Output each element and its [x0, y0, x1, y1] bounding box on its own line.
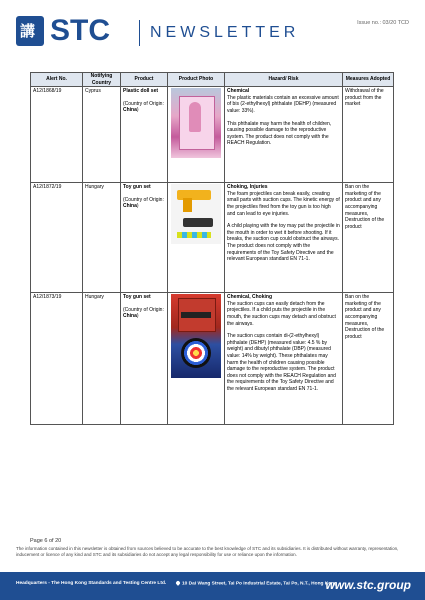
hazard-title: Chemical, Choking	[227, 294, 273, 301]
alert-no: A12/1868/19	[31, 87, 83, 183]
alerts-table	[30, 72, 394, 425]
product-photo-cell	[168, 87, 225, 183]
product-name: Toy gun set	[123, 294, 151, 301]
product-name: Plastic doll set	[123, 88, 159, 95]
header-alert-no: Alert No.	[31, 73, 83, 87]
product-cell	[121, 87, 168, 183]
website-link[interactable]: www.stc.group	[325, 578, 411, 592]
page-number: Page 6 of 20	[30, 538, 62, 544]
logo-glyph: 講	[20, 23, 36, 40]
hazard-paragraph: The foam projectiles can break easily, creating small parts with suction cups. The kinetic energy of the projectiles fired from the toy gun is too high and can lead to eye injuries.	[227, 190, 340, 217]
origin-suffix: )	[136, 203, 139, 210]
address	[176, 581, 337, 586]
product-photo-toy-gun-dartboard	[171, 294, 221, 378]
header-divider	[139, 20, 140, 46]
headquarters: Headquarters - The Hong Kong Standards and Testing Centre Ltd.	[16, 581, 167, 586]
measures-adopted: Ban on the marketing of the product and any accompanying measures, Destruction of the product	[343, 293, 394, 425]
hazard-paragraph: A child playing with the toy may put the projectile in the mouth in order to wet it before shooting. If it breaks, the suction cup could obstruct the airways. The product does not comply with the requirements of the Toy Safety Directive and the relevant European standard EN 71-1.	[227, 223, 340, 263]
stc-logo-text: STC	[50, 14, 110, 47]
product-cell	[121, 183, 168, 293]
origin-country: China	[123, 313, 137, 320]
header-country: Notifying Country	[83, 73, 121, 87]
origin-suffix: )	[136, 107, 139, 114]
hazard-paragraph: The plastic materials contain an excessive amount of bis (2-ethylhexyl) phthalate (DEHP) (measured value: 33%).	[227, 94, 339, 114]
notifying-country: Hungary	[83, 183, 121, 293]
header-hazard: Hazard/ Risk	[225, 73, 343, 87]
header-measures: Measures Adopted	[343, 73, 394, 87]
stc-logo-icon	[16, 16, 44, 46]
hazard-cell	[225, 87, 343, 183]
origin-country: China	[123, 107, 137, 114]
table-row	[31, 87, 394, 183]
alert-no: A12/1872/19	[31, 183, 83, 293]
product-cell	[121, 293, 168, 425]
origin-prefix: (Country of Origin:	[123, 196, 164, 203]
product-photo-cell	[168, 293, 225, 425]
notifying-country: Hungary	[83, 293, 121, 425]
origin-country: China	[123, 203, 137, 210]
origin-prefix: (Country of Origin:	[123, 100, 164, 107]
issue-number: Issue no.: 03/20 TCD	[357, 20, 409, 26]
table-header-row	[31, 73, 394, 87]
newsletter-title: NEWSLETTER	[150, 24, 300, 41]
location-pin-icon	[175, 580, 181, 586]
measures-adopted: Ban on the marketing of the product and any accompanying measures, Destruction of the product	[343, 183, 394, 293]
hazard-paragraph: The suction cups can easily detach from the projectiles. If a child puts the projectile in the mouth, the suction cups may detach and obstruct the airways.	[227, 300, 336, 327]
country-of-origin	[123, 197, 165, 210]
table-row	[31, 293, 394, 425]
hazard-title: Choking, Injuries	[227, 184, 268, 191]
alert-no: A12/1873/19	[31, 293, 83, 425]
country-of-origin	[123, 101, 165, 114]
product-photo-cell	[168, 183, 225, 293]
hazard-paragraph: This phthalate may harm the health of children, causing possible damage to the reproductive system. The product does not comply with the REACH Regulation.	[227, 120, 332, 147]
hazard-cell	[225, 293, 343, 425]
hazard-cell	[225, 183, 343, 293]
table-row	[31, 183, 394, 293]
footer-bar	[0, 572, 425, 600]
measures-adopted: Withdrawal of the product from the market	[343, 87, 394, 183]
notifying-country: Cyprus	[83, 87, 121, 183]
product-name: Toy gun set	[123, 184, 151, 191]
header-photo: Product Photo	[168, 73, 225, 87]
product-photo-doll-set	[171, 88, 221, 158]
hazard-paragraph: The suction cups contain di-(2-ethylhexyl) phthalate (DEHP) (measured value: 4.5 % by weight) and dibutyl phthalate (DBP) (measured value: 14% by weight). These phthalates may harm the health of children causing possible damage to the reproductive system. The product does not comply with the REACH Regulation and the requirements of the Toy Safety Directive and the relevant European standard EN 71-1.	[227, 333, 336, 392]
disclaimer: The information contained in this newsletter is obtained from sources believed to be accurate to the best knowledge of STC and its subsidiaries. It is distributed without warranty, representation, inducement or licence of any kind and STC and its subsidiaries do not accept any legal responsibility for use or reliance upon the information.	[16, 546, 399, 557]
hazard-title: Chemical	[227, 88, 250, 95]
newsletter-header	[16, 12, 409, 52]
product-photo-toy-gun	[171, 184, 221, 244]
origin-prefix: (Country of Origin:	[123, 306, 164, 313]
country-of-origin	[123, 307, 165, 320]
header-product: Product	[121, 73, 168, 87]
address-text: 10 Dai Wang Street, Tai Po Industrial Estate, Tai Po, N.T., Hong Kong	[182, 581, 338, 587]
origin-suffix: )	[136, 313, 139, 320]
